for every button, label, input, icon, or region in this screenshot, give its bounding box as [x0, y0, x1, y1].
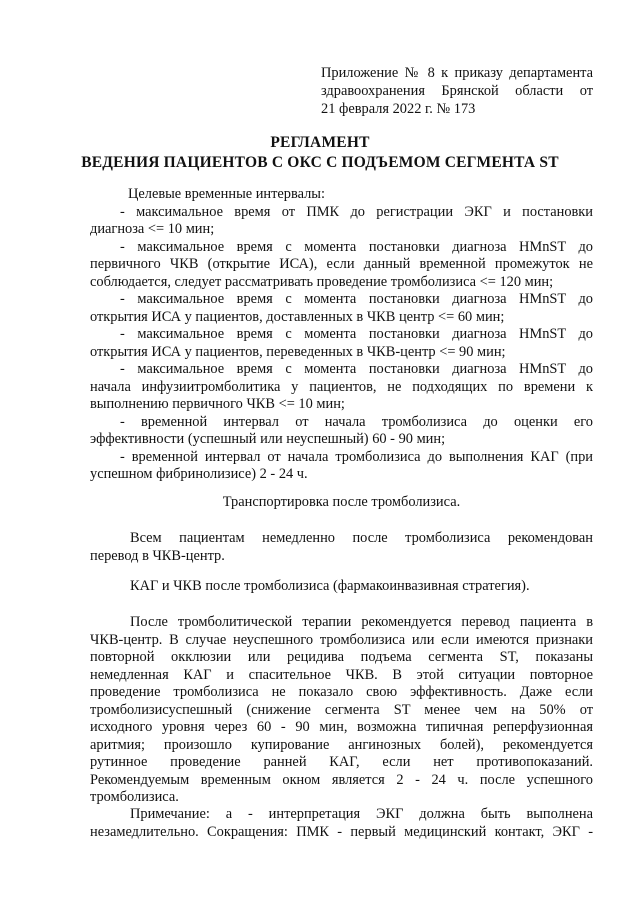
interval-item-2-line-c: соблюдается, следует рассматривать проведение тромболизиса <= 120 мин; [90, 273, 554, 290]
intervals-heading: Целевые временные интервалы: [128, 186, 325, 202]
document-title [0, 133, 640, 173]
kag-line-8: аритмия; произошло купирование ангинозных болей), рекомендуется [90, 736, 593, 753]
interval-item-2-line-a: - максимальное время с момента постановки диагноза HMnST до [120, 238, 593, 255]
interval-item-4-line-a: - максимальное время с момента постановки диагноза HMnST до [120, 326, 593, 342]
transport-line-b: перевод в ЧКВ-центр. [90, 547, 225, 564]
interval-item-1-line-a: - максимальное время от ПМК до регистрации ЭКГ и постановки [120, 203, 593, 220]
title-line-1: РЕГЛАМЕНТ [270, 134, 370, 151]
interval-item-7-line-a: - временной интервал от начала тромболизиса до выполнения КАГ (при [120, 448, 593, 465]
kag-line-11: тромболизиса. [90, 789, 179, 805]
note-paragraph [90, 806, 593, 841]
kag-line-9: рутинное проведение ранней КАГ, если нет противопоказаний. [90, 754, 593, 770]
interval-item-2-line-b: первичного ЧКВ (открытие ИСА), если данный временной промежуток не [90, 256, 593, 272]
appendix-line-2: здравоохранения Брянской области от [321, 83, 593, 99]
kag-line-7: исходного уровня через 60 - 90 мин, возможна типичная реперфузионная [90, 719, 593, 735]
note-line-1: Примечание: а - интерпретация ЭКГ должна быть выполнена [130, 806, 593, 822]
interval-item-6-line-a: - временной интервал от начала тромболизиса до оценки его [120, 413, 593, 430]
kag-line-6: тромболизисуспешный (снижение сегмента ST менее чем на 50% от [90, 701, 593, 718]
transport-line-a: Всем пациентам немедленно после тромболизиса рекомендован [130, 530, 593, 546]
interval-item-5-line-b: начала инфузиитромболитика у пациентов, не подходящих по времени к [90, 378, 593, 395]
kag-heading: КАГ и ЧКВ после тромболизиса (фармакоинвазивная стратегия). [130, 578, 530, 594]
appendix-header [321, 64, 593, 118]
intervals-section [90, 186, 593, 484]
interval-item-6-line-b: эффективности (успешный или неуспешный) 60 - 90 мин; [90, 431, 446, 447]
kag-line-10: Рекомендуемым временным окном является 2 - 24 ч. после успешного [90, 771, 593, 788]
interval-item-5-line-c: выполнению первичного ЧКВ <= 10 мин; [90, 396, 345, 412]
transport-paragraph [90, 530, 593, 565]
kag-line-2: ЧКВ-центр. В случае неуспешного тромболизиса или если имеются признаки [90, 631, 593, 648]
kag-paragraph [90, 614, 593, 807]
interval-item-5-line-a: - максимальное время с момента постановки диагноза HMnST до [120, 361, 593, 377]
interval-item-3-line-b: открытия ИСА у пациентов, доставленных в ЧКВ центр <= 60 мин; [90, 308, 505, 325]
kag-line-5: проведение тромболизиса не показало свою эффективность. Даже если [90, 684, 593, 700]
transport-heading: Транспортировка после тромболизиса. [222, 494, 461, 510]
interval-item-7-line-b: успешном фибринолизисе) 2 - 24 ч. [90, 466, 308, 482]
note-line-2: незамедлительно. Сокращения: ПМК - первый медицинский контакт, ЭКГ - [90, 823, 593, 840]
title-line-2: ВЕДЕНИЯ ПАЦИЕНТОВ С ОКС С ПОДЪЕМОМ СЕГМЕНТА ST [81, 154, 559, 171]
appendix-line-1: Приложение № 8 к приказу департамента [321, 65, 593, 81]
kag-line-4: немедленная КАГ и спасительное ЧКВ. В этой ситуации повторное [90, 666, 593, 683]
interval-item-3-line-a: - максимальное время с момента постановки диагноза HMnST до [120, 291, 593, 307]
interval-item-1-line-b: диагноза <= 10 мин; [90, 221, 215, 237]
appendix-line-3: 21 февраля 2022 г. № 173 [321, 101, 476, 117]
interval-item-4-line-b: открытия ИСА у пациентов, переведенных в ЧКВ-центр <= 90 мин; [90, 343, 506, 360]
kag-line-3: повторной окклюзии или рецидива подъема сегмента ST, показаны [90, 649, 593, 665]
kag-line-1: После тромболитической терапии рекомендуется перевод пациента в [130, 614, 593, 630]
